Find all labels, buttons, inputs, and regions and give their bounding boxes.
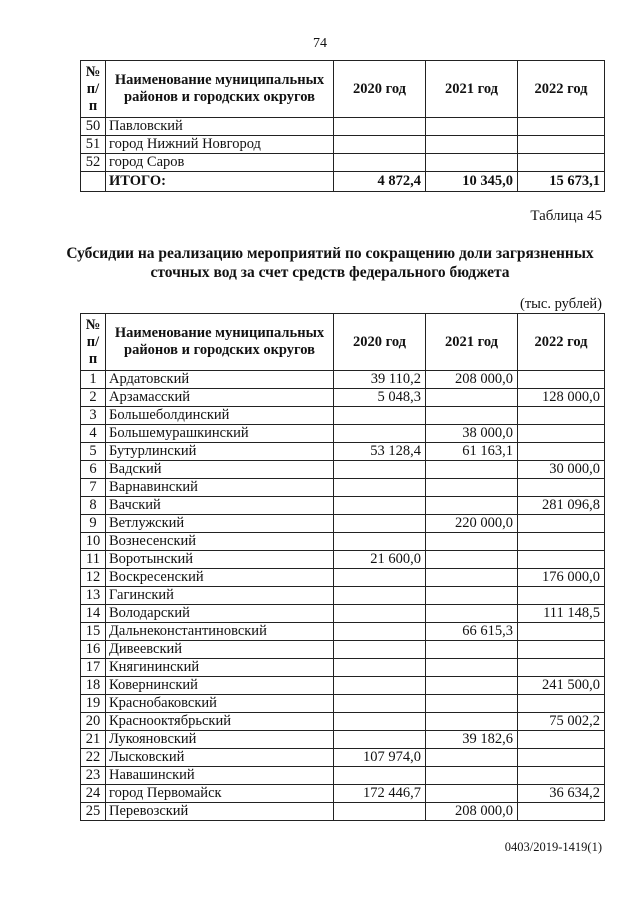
table-row — [81, 389, 605, 407]
value-2020 — [334, 497, 426, 515]
table-row — [81, 443, 605, 461]
row-number: 1 — [81, 371, 106, 389]
value-2020: 21 600,0 — [334, 551, 426, 569]
value-2020: 107 974,0 — [334, 749, 426, 767]
value-2020 — [334, 154, 426, 172]
value-2022 — [518, 695, 605, 713]
row-number: 15 — [81, 623, 106, 641]
row-name: Ветлужский — [106, 515, 334, 533]
row-name: Краснооктябрьский — [106, 713, 334, 731]
row-number: 25 — [81, 803, 106, 821]
value-2020 — [334, 641, 426, 659]
value-2022 — [518, 803, 605, 821]
value-2022 — [518, 731, 605, 749]
table-row — [81, 731, 605, 749]
table-header-row — [81, 314, 605, 371]
table-row — [81, 136, 605, 154]
table-row — [81, 515, 605, 533]
header-no: № п/п — [81, 61, 106, 118]
table-row — [81, 479, 605, 497]
document-id: 0403/2019-1419(1) — [504, 840, 602, 854]
row-name: Княгининский — [106, 659, 334, 677]
table-row — [81, 497, 605, 515]
row-number: 14 — [81, 605, 106, 623]
table-number: Таблица 45 — [530, 208, 602, 224]
table-continued — [80, 60, 605, 192]
row-number: 51 — [81, 136, 106, 154]
header-2022: 2022 год — [518, 314, 605, 371]
value-2020 — [334, 569, 426, 587]
value-2022 — [518, 749, 605, 767]
value-2022 — [518, 118, 605, 136]
row-number: 19 — [81, 695, 106, 713]
table-row — [81, 695, 605, 713]
table-row — [81, 425, 605, 443]
value-2021 — [426, 641, 518, 659]
value-2022: 36 634,2 — [518, 785, 605, 803]
value-2020 — [334, 605, 426, 623]
row-name: Гагинский — [106, 587, 334, 605]
value-2021: 66 615,3 — [426, 623, 518, 641]
row-number: 13 — [81, 587, 106, 605]
row-number: 3 — [81, 407, 106, 425]
row-name: Арзамасский — [106, 389, 334, 407]
value-2020 — [334, 803, 426, 821]
table-row — [81, 605, 605, 623]
page-number: 74 — [313, 36, 327, 51]
row-number: 11 — [81, 551, 106, 569]
table-row — [81, 533, 605, 551]
row-name: Воскресенский — [106, 569, 334, 587]
value-2020 — [334, 677, 426, 695]
row-number: 17 — [81, 659, 106, 677]
table-row — [81, 587, 605, 605]
row-name: Павловский — [106, 118, 334, 136]
value-2020 — [334, 479, 426, 497]
row-number: 52 — [81, 154, 106, 172]
value-2022 — [518, 154, 605, 172]
value-2022 — [518, 136, 605, 154]
table-row — [81, 767, 605, 785]
value-2021: 208 000,0 — [426, 803, 518, 821]
header-name: Наименование муниципальных районов и городских округов — [106, 314, 334, 371]
row-name: Бутурлинский — [106, 443, 334, 461]
value-2021 — [426, 533, 518, 551]
total-2021: 10 345,0 — [426, 172, 518, 192]
value-2021 — [426, 677, 518, 695]
value-2021 — [426, 118, 518, 136]
header-no: № п/п — [81, 314, 106, 371]
row-name: Лукояновский — [106, 731, 334, 749]
value-2021 — [426, 479, 518, 497]
value-2020 — [334, 407, 426, 425]
row-name: город Первомайск — [106, 785, 334, 803]
table-row — [81, 623, 605, 641]
row-number: 6 — [81, 461, 106, 479]
value-2022: 30 000,0 — [518, 461, 605, 479]
value-2020: 53 128,4 — [334, 443, 426, 461]
row-name: Большемурашкинский — [106, 425, 334, 443]
table-row — [81, 713, 605, 731]
subsidies-table — [80, 313, 605, 821]
value-2021 — [426, 407, 518, 425]
table-header-row — [81, 61, 605, 118]
value-2020 — [334, 731, 426, 749]
table-row — [81, 371, 605, 389]
value-2022 — [518, 767, 605, 785]
row-number: 20 — [81, 713, 106, 731]
value-2022 — [518, 659, 605, 677]
header-2020: 2020 год — [334, 314, 426, 371]
row-name: Краснобаковский — [106, 695, 334, 713]
value-2022 — [518, 515, 605, 533]
value-2021 — [426, 785, 518, 803]
value-2020: 172 446,7 — [334, 785, 426, 803]
value-2021 — [426, 749, 518, 767]
value-2021 — [426, 659, 518, 677]
table-row — [81, 677, 605, 695]
row-number: 23 — [81, 767, 106, 785]
row-number: 50 — [81, 118, 106, 136]
table-title: Субсидии на реализацию мероприятий по сокращению доли загрязненных сточных вод за счет средств федерального бюджета — [66, 245, 594, 281]
row-name: Вознесенский — [106, 533, 334, 551]
row-name: Воротынский — [106, 551, 334, 569]
value-2022 — [518, 479, 605, 497]
value-2021 — [426, 695, 518, 713]
value-2021: 61 163,1 — [426, 443, 518, 461]
row-number: 12 — [81, 569, 106, 587]
table-row — [81, 118, 605, 136]
value-2020 — [334, 425, 426, 443]
table-row — [81, 154, 605, 172]
table-row — [81, 641, 605, 659]
row-name: Володарский — [106, 605, 334, 623]
row-name: Навашинский — [106, 767, 334, 785]
value-2022: 176 000,0 — [518, 569, 605, 587]
value-2022 — [518, 551, 605, 569]
table-row — [81, 785, 605, 803]
value-2022 — [518, 407, 605, 425]
value-2020 — [334, 713, 426, 731]
total-label: ИТОГО: — [106, 172, 334, 192]
value-2020: 5 048,3 — [334, 389, 426, 407]
value-2021 — [426, 605, 518, 623]
value-2022 — [518, 533, 605, 551]
header-2021: 2021 год — [426, 314, 518, 371]
value-2020 — [334, 136, 426, 154]
row-number: 16 — [81, 641, 106, 659]
header-2020: 2020 год — [334, 61, 426, 118]
value-2021 — [426, 587, 518, 605]
header-name: Наименование муниципальных районов и городских округов — [106, 61, 334, 118]
row-name: город Нижний Новгород — [106, 136, 334, 154]
row-name: Ковернинский — [106, 677, 334, 695]
value-2022: 111 148,5 — [518, 605, 605, 623]
row-name: Ардатовский — [106, 371, 334, 389]
value-2022: 241 500,0 — [518, 677, 605, 695]
row-number: 21 — [81, 731, 106, 749]
value-2022 — [518, 623, 605, 641]
value-2021 — [426, 136, 518, 154]
value-2021 — [426, 569, 518, 587]
value-2020 — [334, 695, 426, 713]
row-number: 24 — [81, 785, 106, 803]
table-row — [81, 569, 605, 587]
row-name: Вачский — [106, 497, 334, 515]
row-number: 9 — [81, 515, 106, 533]
table-row — [81, 749, 605, 767]
value-2021 — [426, 767, 518, 785]
row-number: 7 — [81, 479, 106, 497]
row-name: Дальнеконстантиновский — [106, 623, 334, 641]
row-name: Варнавинский — [106, 479, 334, 497]
value-2022 — [518, 587, 605, 605]
value-2021 — [426, 497, 518, 515]
header-2022: 2022 год — [518, 61, 605, 118]
value-2021 — [426, 551, 518, 569]
table-row — [81, 551, 605, 569]
value-2020 — [334, 623, 426, 641]
table-row — [81, 803, 605, 821]
row-number: 4 — [81, 425, 106, 443]
row-number: 2 — [81, 389, 106, 407]
row-name: Дивеевский — [106, 641, 334, 659]
total-row — [81, 172, 605, 192]
row-name: Большеболдинский — [106, 407, 334, 425]
total-2020: 4 872,4 — [334, 172, 426, 192]
value-2021 — [426, 713, 518, 731]
unit-label: (тыс. рублей) — [520, 296, 602, 312]
value-2022 — [518, 443, 605, 461]
table-row — [81, 659, 605, 677]
value-2022 — [518, 371, 605, 389]
value-2020 — [334, 767, 426, 785]
row-number: 5 — [81, 443, 106, 461]
value-2022: 128 000,0 — [518, 389, 605, 407]
row-name: Лысковский — [106, 749, 334, 767]
total-2022: 15 673,1 — [518, 172, 605, 192]
value-2022 — [518, 425, 605, 443]
value-2021: 208 000,0 — [426, 371, 518, 389]
value-2020 — [334, 659, 426, 677]
value-2021 — [426, 154, 518, 172]
table-row — [81, 461, 605, 479]
header-2021: 2021 год — [426, 61, 518, 118]
row-number: 10 — [81, 533, 106, 551]
table-row — [81, 407, 605, 425]
value-2022: 75 002,2 — [518, 713, 605, 731]
value-2020: 39 110,2 — [334, 371, 426, 389]
row-number: 8 — [81, 497, 106, 515]
value-2021: 220 000,0 — [426, 515, 518, 533]
value-2020 — [334, 533, 426, 551]
value-2021 — [426, 389, 518, 407]
row-number: 22 — [81, 749, 106, 767]
value-2020 — [334, 587, 426, 605]
value-2020 — [334, 461, 426, 479]
row-name: Вадский — [106, 461, 334, 479]
value-2021: 38 000,0 — [426, 425, 518, 443]
total-no-cell — [81, 172, 106, 192]
row-name: Перевозский — [106, 803, 334, 821]
value-2022: 281 096,8 — [518, 497, 605, 515]
value-2021: 39 182,6 — [426, 731, 518, 749]
row-number: 18 — [81, 677, 106, 695]
row-name: город Саров — [106, 154, 334, 172]
value-2022 — [518, 641, 605, 659]
value-2020 — [334, 515, 426, 533]
value-2021 — [426, 461, 518, 479]
value-2020 — [334, 118, 426, 136]
